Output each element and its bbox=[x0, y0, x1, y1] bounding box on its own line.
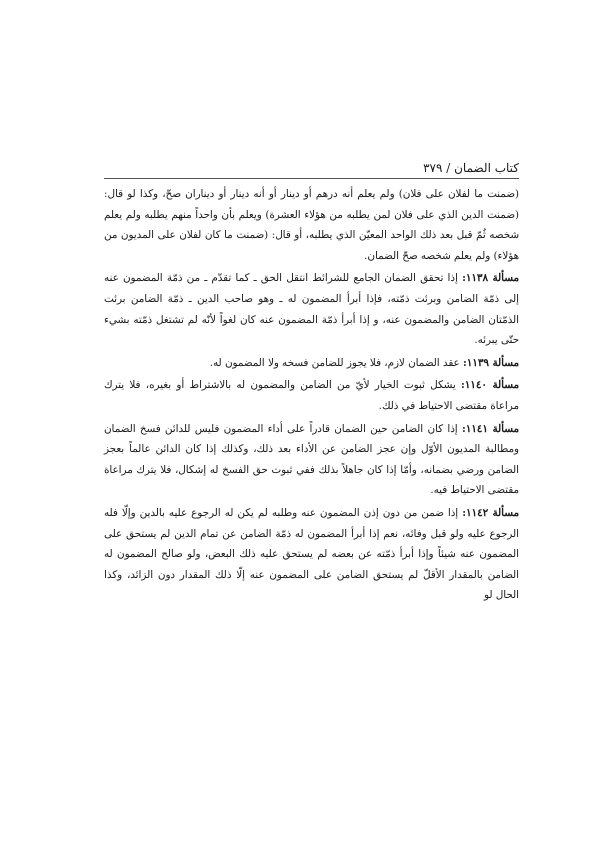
paragraph-text: إذا كان الضامن حين الضمان قادراً على أداء المضمون فليس للدائن فسخ الضمان ومطالبة المديون الأوّل وإن عجز الضامن عن الأداء بعد ذلك، وكذلك إذا كان الدائن عالماً بعجز الضامن ورضي بضمانه، وأمّا إذا كان جاهلاً بذلك ففي ثبوت حق الفسخ له إشكال، فلا يترك مراعاة مقتضى الاحتياط فيه. bbox=[104, 422, 519, 497]
paragraph-text: إذا ضمن من دون إذن المضمون عنه وطلبه لم يكن له الرجوع عليه بالدين وإلّا فله الرجوع عليه ولو قبل وفائه، نعم إذا أبرأ المضمون له ذمّة الضامن عن تمام الدين لم يستحق على المضمون عنه شيئاً وإذا أبرأ ذمّته عن بعضه لم يستحق عليه ذلك البعض، ولو صالح المضمون له الضامن بالمقدار الأقلّ لم يستحق الضامن على المضمون عنه إلّا ذلك المقدار دون الزائد، وكذا الحال لو bbox=[104, 506, 519, 602]
issue-label: مسألة ١١٣٨: bbox=[462, 272, 519, 285]
paragraph-text: عقد الضمان لازم، فلا يجوز للضامن فسخه ولا المضمون له. bbox=[209, 356, 463, 369]
issue-label: مسألة ١١٤٠: bbox=[460, 379, 519, 392]
header-divider bbox=[104, 178, 519, 179]
page-body bbox=[104, 184, 519, 608]
running-header bbox=[104, 157, 519, 179]
issue-label: مسألة ١١٤١: bbox=[461, 422, 519, 435]
issue-label: مسألة ١١٤٢: bbox=[462, 506, 519, 519]
paragraph-text: (ضمنت ما لفلان على فلان) ولم يعلم أنه درهم أو دينار أو أنه دينار أو ديناران صحّ، وكذا لو قال: (ضمنت الدين الذي على فلان لمن يطلبه من هؤلاء العشرة) ويعلم بأن واحداً منهم يطلبه ولم يعلم شخصه ثُمّ قبل بعد ذلك الواحد المعيّن الذي يطلبه، أو قال: (ضمنت ما كان لفلان على المديون من هؤلاء) ولم يعلم شخصه صحّ الضمان. bbox=[104, 188, 519, 262]
paragraph-issue-1142 bbox=[104, 503, 519, 606]
issue-label: مسألة ١١٣٩: bbox=[462, 356, 519, 369]
paragraph-issue-1141 bbox=[104, 419, 519, 501]
paragraph-issue-1139 bbox=[104, 353, 519, 374]
paragraph-continuation bbox=[104, 184, 519, 266]
running-header-title: كتاب الضمان / ٣٧٩ bbox=[423, 161, 519, 175]
paragraph-text: يشكل ثبوت الخيار لأيّ من الضامن والمضمون له بالاشتراط أو بغيره، فلا يترك مراعاة مقتضى الاحتياط في ذلك. bbox=[104, 379, 519, 412]
paragraph-text: إذا تحقق الضمان الجامع للشرائط انتقل الحق ـ كما تقدّم ـ من ذمّة المضمون عنه إلى ذمّة الضامن وبرئت ذمّته، فإذا أبرأ المضمون له ـ وهو صاحب الدين ـ ذمّة الضامن برئت الذمّتان الضامن والمضمون عنه، و إذا أبرأ ذمّة المضمون عنه كان لغواً لأنّه لم تشتغل ذمّته بشيء حتّى يبرئه. bbox=[104, 272, 519, 347]
paragraph-issue-1140 bbox=[104, 375, 519, 416]
paragraph-issue-1138 bbox=[104, 268, 519, 350]
